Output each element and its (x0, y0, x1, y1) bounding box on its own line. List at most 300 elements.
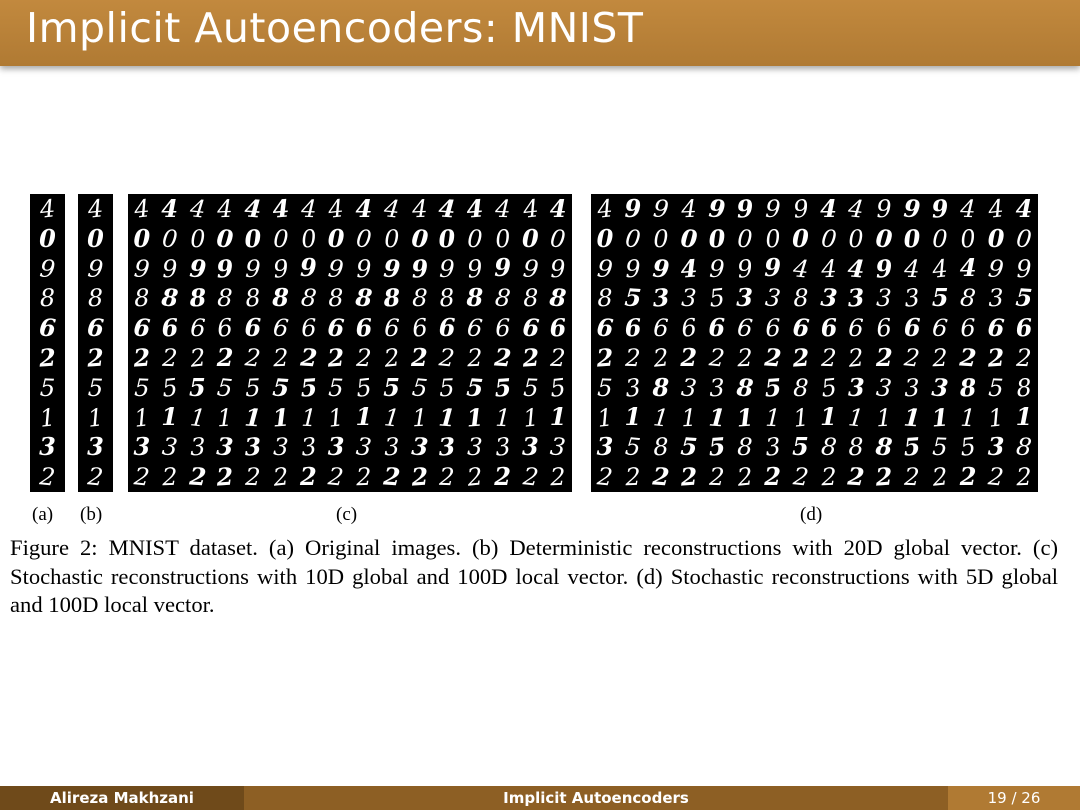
digit-cell: 4 (960, 194, 977, 224)
digit-cell: 5 (410, 372, 429, 403)
digit-cell: 8 (466, 283, 484, 313)
digit-cell: 6 (875, 313, 894, 343)
footer-page-number: 19 / 26 (948, 786, 1080, 810)
digit-cell: 1 (161, 402, 178, 432)
digit-cell: 2 (215, 461, 235, 492)
digit-cell: 3 (272, 433, 289, 462)
digit-cell: 2 (438, 343, 457, 373)
digit-cell: 1 (465, 401, 485, 433)
digit-cell: 0 (987, 223, 1005, 253)
digit-cell: 4 (382, 194, 401, 224)
digit-cell: 3 (679, 372, 698, 403)
digit-cell: 0 (39, 223, 56, 253)
digit-cell: 3 (708, 373, 725, 402)
digit-cell: 3 (596, 432, 614, 462)
digit-cell: 3 (327, 432, 345, 462)
digit-cell: 8 (875, 431, 894, 462)
digit-cell: 6 (791, 312, 810, 343)
digit-cell: 6 (326, 312, 346, 343)
digit-cell: 2 (736, 343, 753, 373)
digit-cell: 0 (189, 224, 206, 253)
digit-cell: 0 (848, 224, 865, 253)
digit-cell: 2 (132, 342, 152, 373)
digit-cell: 2 (874, 461, 894, 492)
label-c: (c) (336, 504, 358, 525)
digit-cell: 5 (623, 432, 642, 463)
digit-cell: 5 (298, 372, 318, 403)
digit-cell: 6 (986, 312, 1006, 343)
digit-cell: 1 (876, 403, 893, 432)
digit-cell: 4 (521, 194, 540, 224)
digit-cell: 2 (624, 343, 642, 373)
digit-cell: 6 (383, 313, 400, 343)
digit-cell: 1 (243, 401, 263, 433)
digit-cell: 0 (549, 223, 568, 254)
digit-cell: 6 (819, 312, 838, 343)
digit-cell: 1 (764, 403, 781, 432)
digit-cell: 2 (382, 461, 401, 492)
digit-cell: 2 (550, 462, 567, 492)
digit-cell: 2 (409, 461, 429, 492)
digit-cell: 9 (86, 253, 105, 284)
digit-cell: 5 (271, 372, 290, 403)
digit-cell: 3 (87, 432, 104, 462)
digit-cell: 2 (986, 342, 1006, 373)
digit-grid (591, 194, 1038, 492)
digit-cell: 2 (243, 343, 262, 373)
digit-cell: 4 (987, 194, 1006, 224)
digit-cell: 4 (188, 194, 207, 224)
digit-cell: 4 (411, 194, 428, 224)
digit-cell: 6 (132, 312, 152, 343)
digit-cell: 1 (680, 403, 697, 432)
digit-cell: 0 (466, 224, 483, 253)
digit-cell: 0 (1014, 223, 1034, 254)
digit-cell: 0 (652, 224, 669, 253)
digit-cell: 9 (215, 252, 235, 284)
digit-cell: 5 (354, 372, 373, 403)
digit-cell: 5 (216, 372, 235, 403)
digit-cell: 2 (439, 462, 456, 492)
digit-cell: 6 (521, 312, 540, 343)
digit-cell: 0 (354, 223, 373, 254)
digit-cell: 1 (86, 402, 105, 433)
digit-cell: 2 (520, 342, 540, 373)
digit-cell: 8 (819, 432, 838, 463)
digit-cell: 4 (465, 193, 485, 224)
digit-cell: 4 (847, 252, 866, 284)
digit-cell: 3 (987, 432, 1005, 462)
digit-cell: 2 (494, 462, 511, 492)
digit-cell: 0 (410, 223, 429, 254)
digit-cell: 3 (903, 283, 922, 314)
digit-cell: 4 (355, 193, 373, 223)
label-b: (b) (80, 504, 103, 525)
digit-cell: 2 (411, 342, 428, 372)
digit-cell: 4 (847, 194, 866, 224)
digit-cell: 9 (930, 193, 950, 224)
digit-cell: 4 (494, 194, 511, 224)
digit-cell: 6 (679, 313, 698, 343)
digit-cell: 3 (189, 433, 206, 462)
digit-cell: 9 (409, 252, 429, 284)
digit-cell: 9 (735, 193, 754, 224)
digit-cell: 0 (327, 223, 345, 253)
digit-cell: 6 (216, 313, 235, 343)
digit-cell: 6 (652, 313, 669, 343)
digit-cell: 9 (764, 253, 781, 283)
digit-cell: 8 (958, 372, 978, 403)
digit-cell: 3 (987, 284, 1005, 313)
digit-cell: 2 (355, 343, 372, 373)
digit-cell: 5 (902, 431, 922, 462)
digit-cell: 3 (466, 433, 483, 462)
digit-cell: 5 (87, 373, 104, 402)
digit-cell: 9 (300, 253, 317, 283)
digit-cell: 6 (160, 312, 179, 343)
digit-cell: 1 (411, 403, 428, 432)
digit-cell: 5 (493, 372, 512, 403)
digit-cell: 2 (680, 342, 698, 372)
digit-cell: 2 (38, 342, 57, 373)
digit-cell: 0 (902, 223, 922, 254)
digit-cell: 2 (38, 462, 57, 492)
digit-cell: 9 (244, 254, 261, 283)
digit-cell: 3 (299, 432, 318, 463)
digit-cell: 6 (410, 313, 429, 343)
digit-cell: 0 (932, 224, 949, 253)
digit-cell: 6 (931, 313, 950, 343)
digit-cell: 3 (930, 372, 950, 403)
digit-cell: 9 (382, 252, 401, 284)
digit-cell: 2 (651, 343, 670, 373)
figure-panel-b-deterministic (78, 194, 113, 492)
digit-cell: 5 (707, 431, 727, 462)
digit-cell: 2 (327, 462, 346, 492)
digit-cell: 9 (624, 193, 642, 223)
digit-cell: 2 (735, 462, 754, 492)
digit-cell: 8 (792, 373, 809, 402)
digit-cell: 2 (161, 343, 178, 373)
digit-cell: 2 (132, 462, 151, 492)
digit-cell: 3 (904, 373, 921, 402)
digit-cell: 6 (960, 313, 977, 343)
digit-cell: 2 (272, 343, 289, 373)
digit-cell: 3 (437, 431, 457, 462)
digit-cell: 9 (465, 253, 484, 284)
digit-cell: 5 (160, 372, 179, 403)
digit-cell: 1 (437, 401, 457, 433)
digit-cell: 5 (792, 432, 809, 462)
digit-cell: 2 (299, 342, 318, 373)
digit-cell: 5 (819, 372, 838, 403)
digit-cell: 9 (188, 252, 207, 284)
digit-cell: 2 (903, 343, 922, 373)
digit-cell: 5 (932, 433, 949, 462)
digit-cell: 9 (651, 194, 670, 224)
digit-cell: 4 (820, 193, 837, 223)
digit-cell: 8 (411, 284, 428, 313)
digit-cell: 3 (651, 282, 671, 313)
digit-cell: 5 (623, 282, 643, 313)
digit-cell: 4 (243, 193, 263, 224)
digit-cell: 8 (328, 284, 345, 313)
digit-cell: 0 (522, 223, 539, 253)
label-a: (a) (32, 504, 54, 525)
digit-cell: 8 (792, 284, 809, 313)
digit-cell: 9 (521, 253, 540, 284)
digit-cell: 5 (763, 372, 782, 403)
digit-cell: 1 (132, 402, 151, 433)
digit-cell: 6 (86, 312, 105, 343)
digit-cell: 5 (522, 373, 539, 402)
digit-cell: 2 (958, 342, 978, 373)
digit-cell: 1 (624, 402, 642, 432)
digit-cell: 9 (902, 193, 922, 224)
digit-cell: 2 (216, 342, 234, 372)
digit-cell: 6 (438, 313, 456, 343)
digit-cell: 0 (160, 223, 179, 254)
digit-cell: 2 (791, 342, 810, 373)
digit-cell: 8 (848, 433, 865, 462)
digit-cell: 8 (652, 433, 669, 462)
digit-cell: 9 (271, 253, 290, 284)
digit-cell: 4 (271, 193, 290, 224)
digit-cell: 4 (931, 253, 950, 284)
digit-cell: 5 (707, 283, 726, 314)
digit-cell: 1 (327, 402, 346, 433)
digit-grid (128, 194, 572, 492)
digit-cell: 0 (792, 223, 809, 253)
digit-cell: 8 (1014, 372, 1034, 403)
digit-cell: 5 (244, 373, 261, 402)
digit-cell: 0 (383, 224, 400, 253)
digit-cell: 6 (465, 313, 484, 343)
digit-cell: 2 (466, 343, 483, 373)
digit-cell: 3 (522, 432, 539, 462)
digit-cell: 2 (987, 462, 1006, 492)
digit-cell: 2 (161, 462, 178, 492)
digit-cell: 3 (354, 432, 373, 463)
digit-cell: 9 (876, 194, 893, 224)
digit-cell: 2 (465, 462, 484, 492)
digit-cell: 1 (651, 402, 670, 433)
digit-cell: 2 (932, 343, 949, 373)
digit-cell: 9 (494, 253, 511, 283)
digit-cell: 6 (735, 313, 754, 343)
digit-cell: 8 (39, 284, 56, 313)
digit-cell: 8 (299, 283, 318, 314)
digit-cell: 3 (763, 283, 782, 314)
digit-cell: 2 (521, 462, 540, 492)
digit-cell: 2 (847, 343, 866, 373)
digit-cell: 5 (328, 373, 345, 402)
digit-cell: 9 (161, 254, 178, 283)
digit-cell: 9 (735, 253, 754, 284)
digit-cell: 9 (132, 253, 151, 284)
digit-cell: 4 (327, 194, 346, 224)
digit-cell: 4 (300, 194, 317, 224)
digit-cell: 1 (987, 402, 1006, 433)
digit-cell: 2 (1015, 462, 1033, 492)
digit-cell: 6 (623, 312, 643, 343)
digit-cell: 8 (382, 282, 401, 313)
digit-cell: 6 (708, 313, 726, 343)
digit-cell: 5 (549, 372, 568, 403)
digit-cell: 3 (736, 283, 753, 313)
digit-cell: 6 (271, 313, 290, 343)
digit-cell: 2 (188, 343, 207, 373)
digit-cell: 8 (187, 282, 207, 313)
digit-cell: 0 (707, 223, 727, 254)
figure-panel-d-stochastic-5d (591, 194, 1038, 492)
digit-cell: 2 (707, 343, 726, 373)
digit-cell: 5 (931, 283, 949, 313)
digit-cell: 3 (160, 432, 179, 463)
digit-cell: 9 (327, 253, 346, 284)
digit-cell: 0 (243, 223, 263, 254)
digit-cell: 1 (300, 403, 317, 432)
digit-cell: 1 (188, 402, 207, 433)
digit-cell: 0 (87, 223, 104, 253)
digit-cell: 8 (522, 284, 539, 313)
digit-cell: 5 (439, 373, 456, 402)
digit-cell: 9 (355, 254, 372, 283)
digit-cell: 5 (1014, 282, 1034, 313)
digit-cell: 2 (820, 462, 837, 492)
digit-cell: 4 (959, 253, 977, 283)
slide-header (0, 0, 1080, 66)
digit-cell: 4 (595, 194, 615, 224)
digit-cell: 0 (133, 223, 151, 253)
digit-cell: 4 (820, 254, 837, 283)
digit-cell: 1 (549, 402, 567, 432)
digit-cell: 2 (188, 461, 207, 492)
digit-cell: 1 (38, 402, 57, 433)
digit-cell: 2 (1015, 343, 1033, 373)
digit-cell: 8 (354, 282, 374, 313)
digit-cell: 6 (1014, 312, 1034, 343)
digit-cell: 9 (764, 194, 781, 224)
digit-cell: 5 (596, 373, 614, 402)
digit-cell: 2 (326, 342, 346, 373)
digit-cell: 2 (86, 342, 105, 373)
digit-cell: 3 (243, 431, 263, 462)
digit-cell: 5 (133, 373, 150, 402)
digit-cell: 9 (595, 253, 615, 284)
digit-cell: 0 (875, 223, 894, 254)
digit-cell: 9 (651, 252, 671, 284)
digit-cell: 3 (39, 432, 56, 462)
digit-cell: 3 (876, 284, 893, 313)
digit-cell: 2 (904, 462, 921, 492)
digit-cell: 8 (596, 284, 614, 313)
digit-cell: 9 (624, 254, 642, 283)
digit-cell: 6 (548, 312, 568, 343)
digit-cell: 3 (410, 431, 429, 462)
digit-cell: 3 (763, 432, 782, 463)
digit-cell: 8 (548, 282, 568, 313)
digit-cell: 6 (494, 313, 511, 343)
digit-cell: 4 (161, 193, 178, 223)
digit-cell: 0 (679, 223, 699, 254)
digit-cell: 4 (904, 254, 921, 283)
digit-cell: 2 (382, 343, 401, 373)
digit-cell: 4 (679, 252, 699, 284)
digit-cell: 9 (874, 252, 894, 284)
digit-cell: 4 (217, 194, 234, 224)
digit-cell: 2 (624, 462, 642, 492)
digit-cell: 0 (299, 223, 318, 254)
digit-cell: 4 (132, 194, 151, 224)
digit-cell: 2 (300, 462, 317, 492)
digit-cell: 2 (651, 461, 671, 492)
digit-cell: 0 (437, 223, 457, 254)
digit-cell: 2 (847, 461, 866, 492)
digit-cell: 9 (1015, 254, 1033, 283)
digit-cell: 2 (550, 343, 567, 373)
digit-cell: 3 (875, 372, 894, 403)
digit-cell: 3 (623, 372, 642, 403)
digit-cell: 1 (707, 401, 727, 433)
digit-cell: 2 (595, 462, 615, 492)
digit-cell: 9 (38, 253, 57, 284)
digit-cell: 5 (959, 432, 978, 463)
digit-cell: 2 (493, 342, 512, 373)
digit-cell: 8 (272, 283, 289, 313)
digit-cell: 3 (819, 282, 838, 313)
digit-cell: 6 (300, 313, 317, 343)
digit-cell: 1 (271, 401, 290, 433)
digit-cell: 5 (383, 372, 400, 402)
digit-cell: 0 (215, 223, 235, 254)
digit-cell: 0 (819, 223, 838, 254)
digit-cell: 3 (493, 432, 512, 463)
digit-cell: 2 (764, 462, 781, 492)
digit-cell: 6 (903, 313, 921, 343)
figure-panel-a-original (30, 194, 65, 492)
digit-cell: 8 (133, 284, 150, 313)
digit-cell: 2 (679, 461, 699, 492)
digit-cell: 2 (791, 462, 810, 492)
digit-grid (30, 194, 65, 492)
digit-cell: 8 (243, 283, 262, 314)
digit-cell: 4 (680, 194, 697, 224)
digit-cell: 0 (272, 224, 289, 253)
digit-cell: 2 (763, 342, 782, 373)
digit-cell: 4 (86, 194, 105, 224)
footer-title: Implicit Autoencoders (244, 786, 948, 810)
digit-cell: 2 (271, 462, 290, 492)
digit-cell: 1 (595, 402, 615, 433)
digit-cell: 2 (875, 342, 893, 372)
digit-cell: 3 (549, 432, 568, 463)
digit-cell: 6 (354, 312, 374, 343)
digit-cell: 8 (438, 283, 457, 314)
figure-panel-c-stochastic-10d (128, 194, 572, 492)
digit-cell: 8 (87, 284, 104, 313)
digit-cell: 1 (902, 401, 922, 433)
digit-cell: 9 (550, 254, 567, 283)
digit-cell: 1 (791, 402, 810, 433)
digit-cell: 3 (680, 284, 697, 313)
digit-cell: 2 (355, 462, 372, 492)
digit-cell: 3 (215, 431, 235, 462)
digit-cell: 6 (244, 313, 262, 343)
digit-cell: 3 (848, 372, 865, 402)
digit-cell: 9 (708, 254, 725, 283)
digit-cell: 5 (465, 372, 485, 403)
